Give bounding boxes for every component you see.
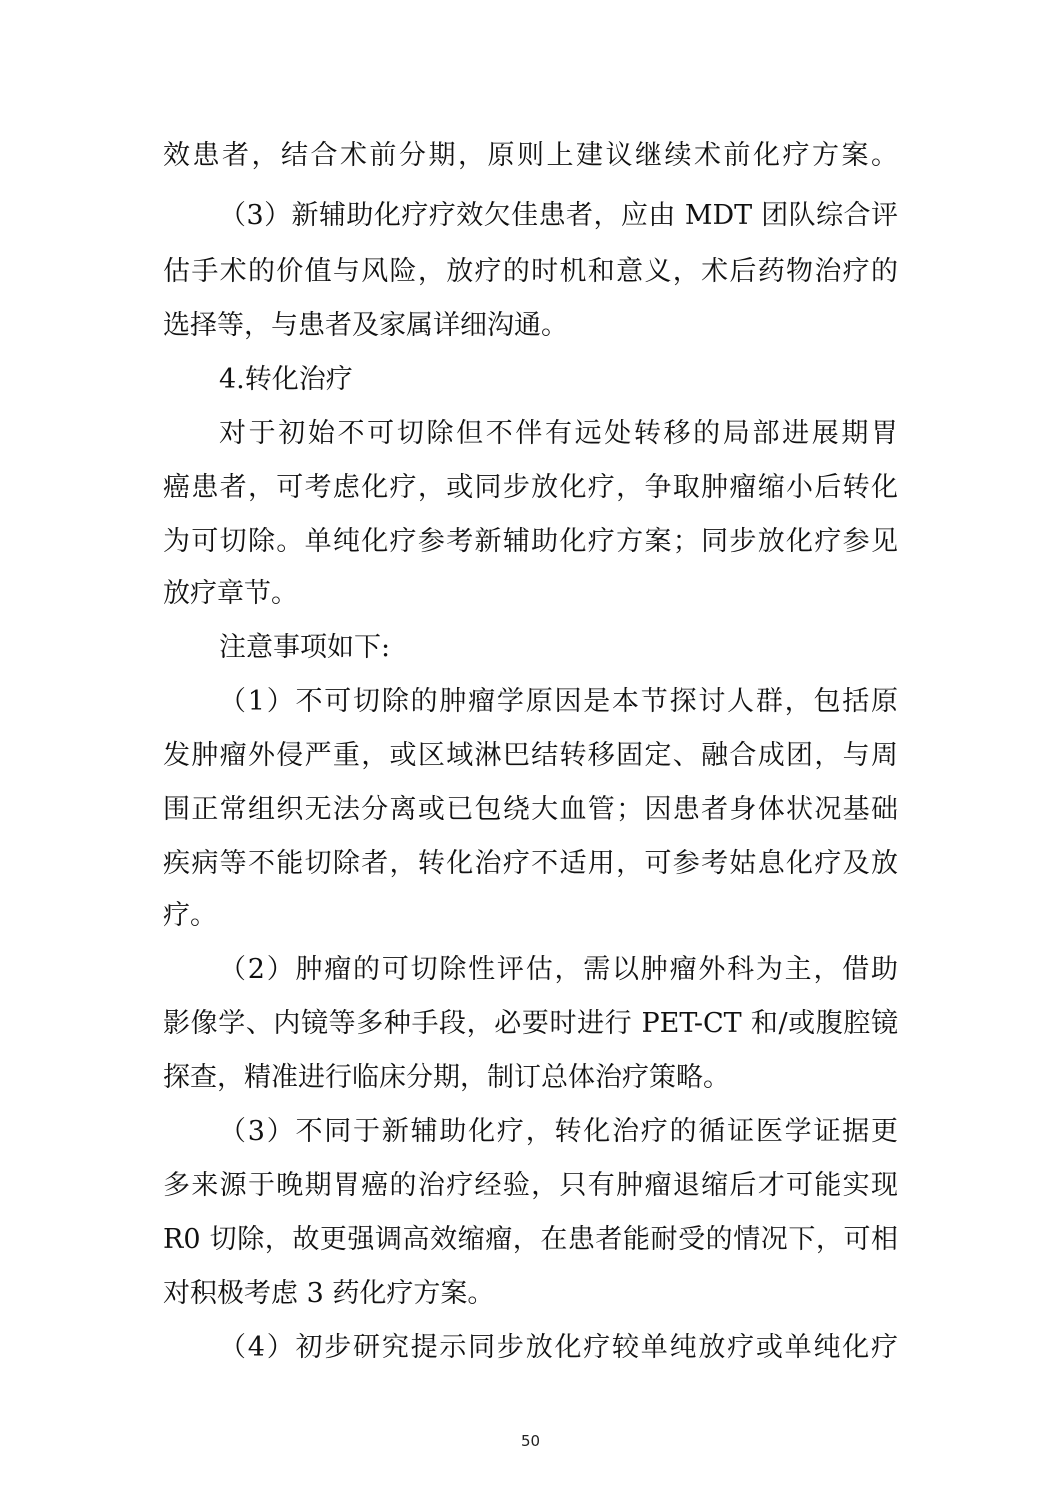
body-text-line: （3）新辅助化疗疗效欠佳患者，应由 MDT 团队综合评 — [219, 200, 898, 231]
body-text-line: （4）初步研究提示同步放化疗较单纯放疗或单纯化疗 — [219, 1332, 898, 1363]
body-text-line: 围正常组织无法分离或已包绕大血管；因患者身体状况基础 — [163, 794, 898, 825]
body-text-line: （3）不同于新辅助化疗，转化治疗的循证医学证据更 — [219, 1116, 898, 1147]
body-text-line: 探查，精准进行临床分期，制订总体治疗策略。 — [163, 1062, 730, 1093]
body-text-line: R0 切除，故更强调高效缩瘤，在患者能耐受的情况下，可相 — [163, 1224, 898, 1255]
body-text-line: 效患者，结合术前分期，原则上建议继续术前化疗方案。 — [163, 140, 898, 171]
body-text-line: 为可切除。单纯化疗参考新辅助化疗方案；同步放化疗参见 — [163, 526, 898, 557]
body-text-line: 发肿瘤外侵严重，或区域淋巴结转移固定、融合成团，与周 — [163, 740, 898, 771]
body-text-line: 癌患者，可考虑化疗，或同步放化疗，争取肿瘤缩小后转化 — [163, 472, 898, 503]
body-text-line: 多来源于晚期胃癌的治疗经验，只有肿瘤退缩后才可能实现 — [163, 1170, 898, 1201]
body-text-line: 对于初始不可切除但不伴有远处转移的局部进展期胃 — [219, 418, 898, 449]
body-text-line: 选择等，与患者及家属详细沟通。 — [163, 310, 568, 341]
body-text-line: 放疗章节。 — [163, 578, 298, 609]
body-text-line: （2）肿瘤的可切除性评估，需以肿瘤外科为主，借助 — [219, 954, 898, 985]
body-text-line: 对积极考虑 3 药化疗方案。 — [163, 1278, 495, 1309]
body-text-line: （1）不可切除的肿瘤学原因是本节探讨人群，包括原 — [219, 686, 898, 717]
body-text-line: 注意事项如下: — [219, 632, 391, 663]
body-text-line: 疗。 — [163, 900, 217, 931]
body-text-line: 估手术的价值与风险，放疗的时机和意义，术后药物治疗的 — [163, 256, 898, 287]
section-heading: 4.转化治疗 — [219, 364, 353, 395]
body-text-line: 影像学、内镜等多种手段，必要时进行 PET-CT 和/或腹腔镜 — [163, 1008, 898, 1039]
body-text-line: 疾病等不能切除者，转化治疗不适用，可参考姑息化疗及放 — [163, 848, 898, 879]
page-number: 50 — [520, 1432, 541, 1450]
